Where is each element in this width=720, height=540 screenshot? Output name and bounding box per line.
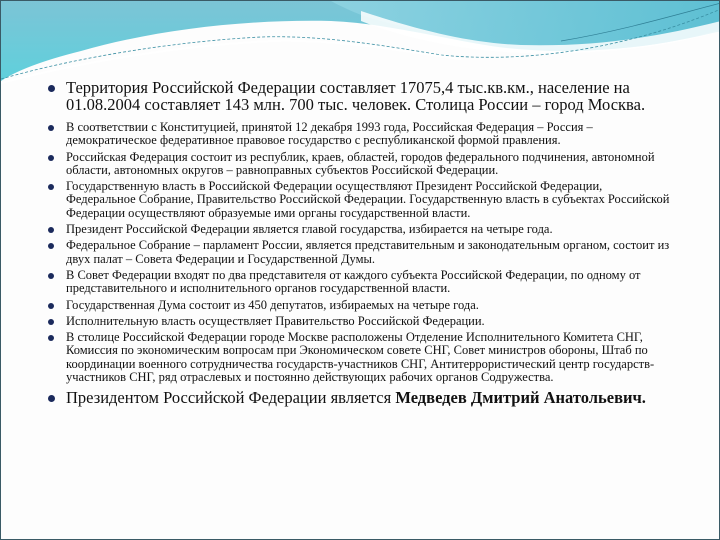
bullet-dot-icon [48, 125, 54, 131]
bullet-item-cis-bodies [44, 331, 674, 384]
bullet-item-executive-power [44, 315, 674, 328]
bullet-item-federation-council [44, 269, 674, 296]
bullet-dot-icon [48, 395, 55, 402]
bullet-item-subjects [44, 151, 674, 178]
bullet-item-federal-assembly [44, 239, 674, 266]
bullet-text: Исполнительную власть осуществляет Правительство Российской Федерации. [66, 313, 485, 328]
bullet-item-state-power [44, 180, 674, 220]
bullet-text: Государственная Дума состоит из 450 депутатов, избираемых на четыре года. [66, 297, 479, 312]
bullet-dot-icon [48, 227, 54, 233]
bullet-dot-icon [48, 319, 54, 325]
bullet-item-current-president [44, 389, 674, 406]
bullet-dot-icon [48, 85, 55, 92]
president-name: Медведев Дмитрий Анатольевич. [395, 388, 646, 408]
bullet-dot-icon [48, 184, 54, 190]
bullet-item-territory [44, 79, 674, 113]
bullet-dot-icon [48, 155, 54, 161]
bullet-text: Российская Федерация состоит из республик, краев, областей, городов федерального подчинения, автономной области, автономных округов – равноправных субъектов Российской Федерации. [66, 149, 655, 177]
bullet-text: Территория Российской Федерации составляет 17075,4 тыс.кв.км., население на 01.08.2004 составляет 143 млн. 700 тыс. человек. Столица России – город Москва. [66, 78, 646, 114]
bullet-list [44, 79, 674, 410]
bullet-text: Федеральное Собрание – парламент России, является представительным и законодательным органом, состоит из двух палат – Совета Федерации и Государственной Думы. [66, 238, 670, 266]
bullet-dot-icon [48, 243, 54, 249]
bullet-text: В соответствии с Конституцией, принятой 12 декабря 1993 года, Российская Федерация – Россия – демократическое федеративное правовое государство с республиканской формой правления. [66, 120, 593, 148]
bullet-item-president [44, 223, 674, 236]
bullet-text: В столице Российской Федерации городе Москве расположены Отделение Исполнительного Комитета СНГ, Комиссия по экономическим вопросам при Экономическом совете СНГ, Совет министров обороны, Штаб по координации военного сотрудничества государств-участников СНГ, Антитеррористический центр государств-участников СНГ, ряд отраслевых и постоянно действующих рабочих органов Содружества. [66, 330, 655, 385]
bullet-text-prefix: Президентом Российской Федерации является [66, 388, 396, 408]
bullet-item-constitution [44, 121, 674, 148]
bullet-text: Президент Российской Федерации является главой государства, избирается на четыре года. [66, 222, 553, 237]
bullet-text: В Совет Федерации входят по два представителя от каждого субъекта Российской Федерации, по одному от представительного и исполнительного органов государственной власти. [66, 267, 641, 296]
bullet-dot-icon [48, 303, 54, 309]
bullet-text: Государственную власть в Российской Федерации осуществляют Президент Российской Федерации, Федеральное Собрание, Правительство Российской Федерации. Государственную власть в субъектах Российской Федерации осуществляют образуемые ими органы государственной власти. [66, 179, 670, 220]
bullet-dot-icon [48, 273, 54, 279]
bullet-dot-icon [48, 335, 54, 341]
bullet-item-state-duma [44, 299, 674, 312]
